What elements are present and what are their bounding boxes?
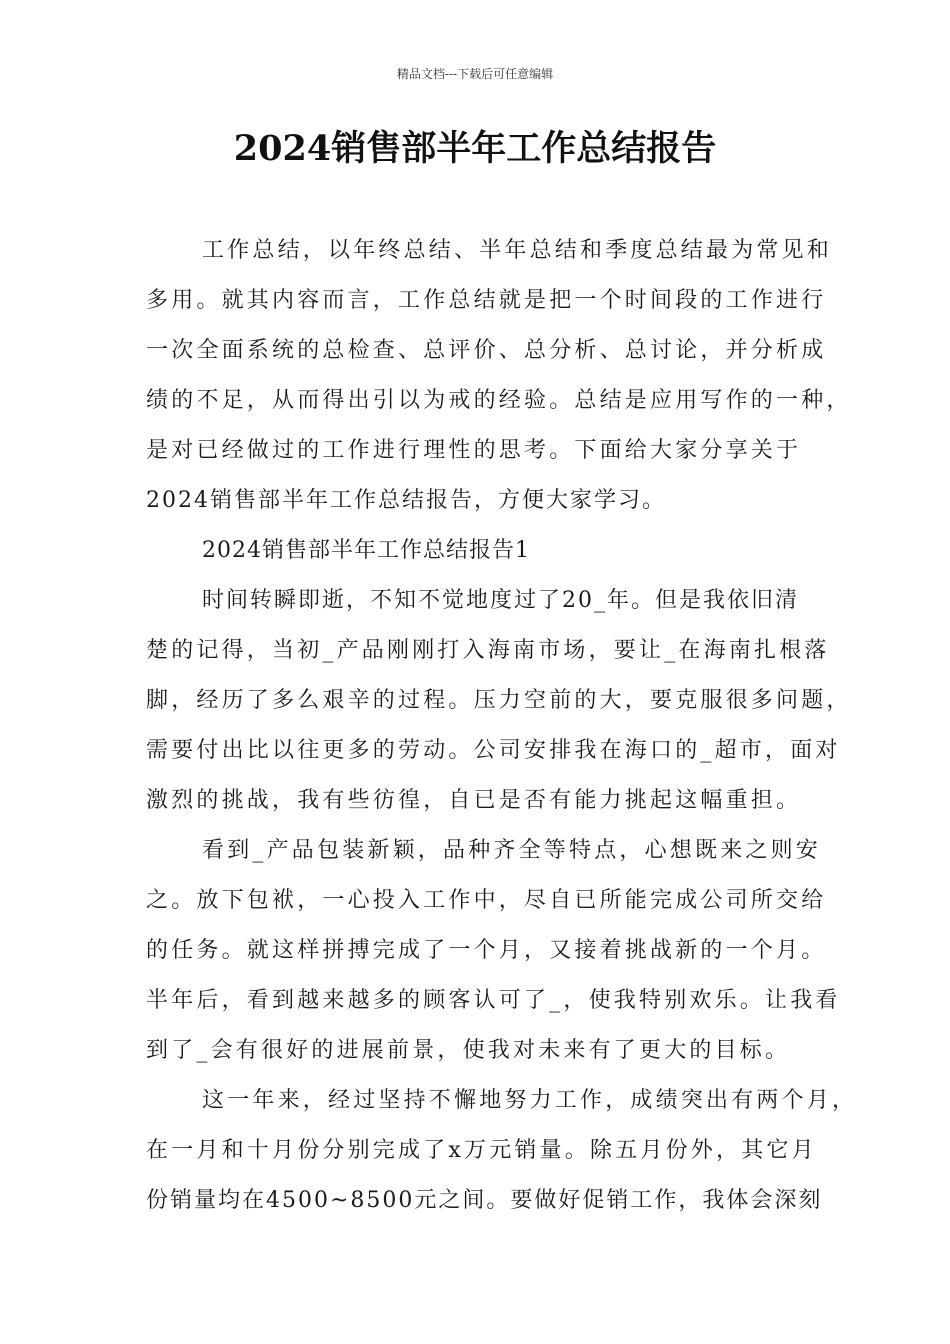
paragraph-line: 工作总结，以年终总结、半年总结和季度总结最为常见和 [202, 238, 833, 263]
paragraph-line: 份销量均在4500~8500元之间。要做好促销工作，我体会深刻 [146, 1188, 823, 1213]
paragraph-line: 这一年来，经过坚持不懈地努力工作，成绩突出有两个月， [202, 1088, 858, 1113]
paragraph-line: 一次全面系统的总检查、总评价、总分析、总讨论，并分析成 [146, 338, 827, 363]
paragraph-line: 的任务。就这样拼搏完成了一个月，又接着挑战新的一个月。 [146, 938, 827, 963]
paragraph-line: 半年后，看到越来越多的顾客认可了_，使我特别欢乐。让我看 [146, 988, 841, 1013]
paragraph-line: 脚，经历了多么艰辛的过程。压力空前的大，要克服很多问题， [146, 688, 852, 713]
paragraph-line: 时间转瞬即逝，不知不觉地度过了20_年。但是我依旧清 [202, 588, 799, 613]
paragraph-line: 多用。就其内容而言，工作总结就是把一个时间段的工作进行 [146, 288, 827, 313]
paragraph-line: 需要付出比以往更多的劳动。公司安排我在海口的_超市，面对 [146, 738, 841, 763]
paragraph-line: 2024销售部半年工作总结报告，方便大家学习。 [146, 488, 666, 513]
document-title: 2024销售部半年工作总结报告 [233, 128, 717, 169]
header-note: 精品文档---下载后可任意编辑 [396, 67, 554, 81]
paragraph-line: 是对已经做过的工作进行理性的思考。下面给大家分享关于 [146, 438, 802, 463]
paragraph-line: 在一月和十月份分别完成了x万元销量。除五月份外，其它月 [146, 1138, 817, 1163]
paragraph-line: 绩的不足，从而得出引以为戒的经验。总结是应用写作的一种， [146, 388, 852, 413]
paragraph-line: 看到_产品包装新颖，品种齐全等特点，心想既来之则安 [202, 838, 822, 863]
paragraph-line: 楚的记得，当初_产品刚刚打入海南市场，要让_在海南扎根落 [146, 638, 830, 663]
section-heading: 2024销售部半年工作总结报告1 [202, 538, 530, 563]
paragraph-line: 激烈的挑战，我有些彷徨，自已是否有能力挑起这幅重担。 [146, 788, 802, 813]
document-body [146, 226, 858, 1226]
paragraph-line: 到了_会有很好的进展前景，使我对未来有了更大的目标。 [146, 1038, 791, 1063]
paragraph-line: 之。放下包袱，一心投入工作中，尽自已所能完成公司所交给 [146, 888, 827, 913]
